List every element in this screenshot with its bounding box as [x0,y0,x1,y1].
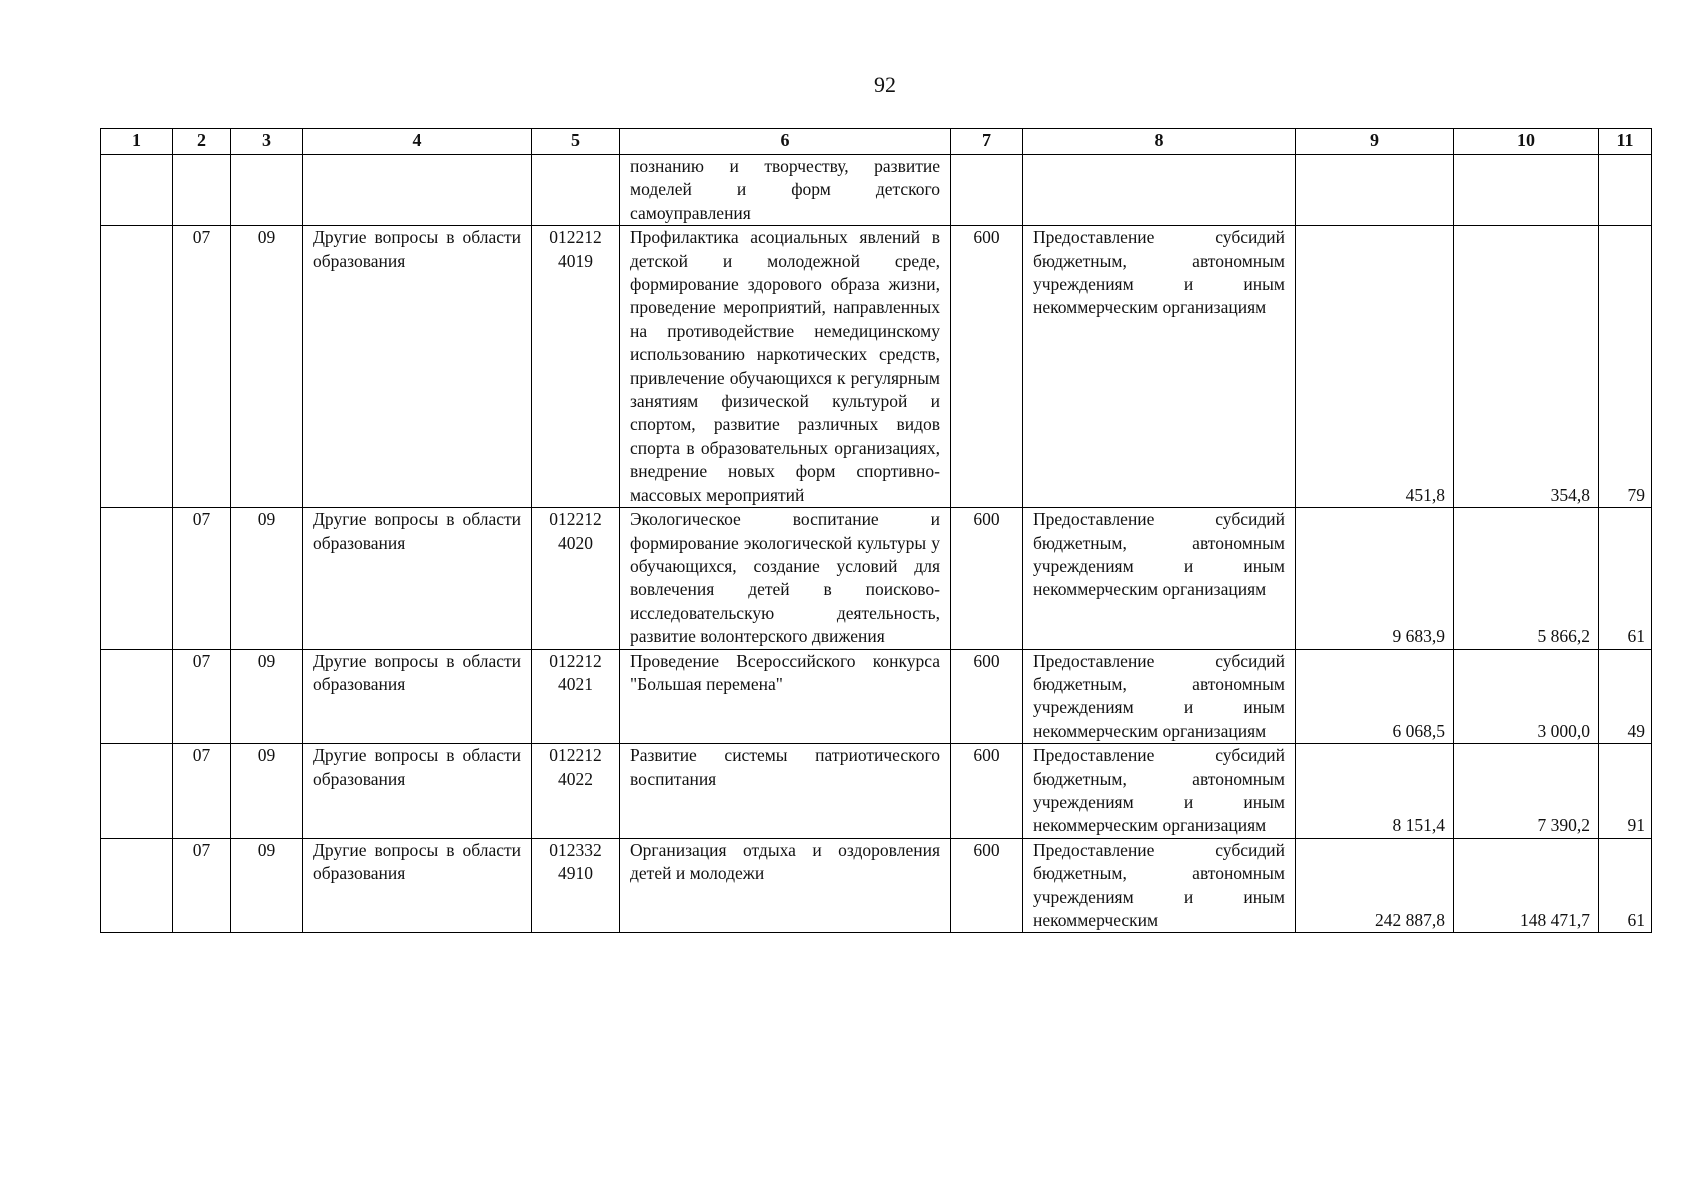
cell-section: 07 [173,508,231,649]
cell-c1 [101,838,173,933]
cell-amount-actual: 3 000,0 [1454,649,1599,744]
cell-expense-name: Предоставление субсидий бюджетным, автономным учреждениям и иным некоммерческим организациям [1023,744,1296,839]
cell-c1 [101,649,173,744]
cell-expense-name: Предоставление субсидий бюджетным, автономным учреждениям и иным некоммерческим [1023,838,1296,933]
cell-c1 [101,744,173,839]
cell-section: 07 [173,838,231,933]
table-row [101,838,1652,933]
cell-description: Организация отдыха и оздоровления детей и молодежи [620,838,951,933]
target-code-line1: 012212 [549,650,602,671]
table-row-continuation [101,155,1652,226]
header-col-11: 11 [1599,129,1652,155]
cell-amount-plan: 9 683,9 [1296,508,1454,649]
cell-amount-actual: 148 471,7 [1454,838,1599,933]
cell-description: Экологическое воспитание и формирование экологической культуры у обучающихся, создание условий для вовлечения детей в поисково-исследовательскую деятельность, развитие волонтерского движения [620,508,951,649]
cell-c1 [101,226,173,508]
header-col-8: 8 [1023,129,1296,155]
header-col-1: 1 [101,129,173,155]
cell-target-code [532,508,620,649]
cell-section: 07 [173,649,231,744]
cell-section-name: Другие вопросы в области образования [303,649,532,744]
cell-amount-plan: 242 887,8 [1296,838,1454,933]
cell-percent: 61 [1599,838,1652,933]
cell-c1 [101,155,173,226]
cell-percent: 61 [1599,508,1652,649]
table-row [101,226,1652,508]
target-code-line1: 012212 [549,227,602,248]
cell-description: Развитие системы патриотического воспитания [620,744,951,839]
header-col-7: 7 [951,129,1023,155]
cell-percent: 91 [1599,744,1652,839]
cell-c2 [173,155,231,226]
cell-description: познанию и творчеству, развитие моделей и форм детского самоуправления [620,155,951,226]
cell-subsection: 09 [231,226,303,508]
header-col-6: 6 [620,129,951,155]
cell-target-code [532,649,620,744]
target-code-line2: 4022 [558,768,593,789]
cell-amount-plan: 451,8 [1296,226,1454,508]
cell-expense-type: 600 [951,744,1023,839]
target-code-line2: 4021 [558,673,593,694]
cell-expense-name: Предоставление субсидий бюджетным, автономным учреждениям и иным некоммерческим организациям [1023,508,1296,649]
target-code-line1: 012332 [549,839,602,860]
header-col-9: 9 [1296,129,1454,155]
header-col-2: 2 [173,129,231,155]
table-row [101,508,1652,649]
cell-expense-name: Предоставление субсидий бюджетным, автономным учреждениям и иным некоммерческим организациям [1023,649,1296,744]
table-row [101,649,1652,744]
target-code-line2: 4020 [558,532,593,553]
cell-target-code [532,744,620,839]
header-col-5: 5 [532,129,620,155]
cell-section-name: Другие вопросы в области образования [303,508,532,649]
cell-c8 [1023,155,1296,226]
cell-description: Проведение Всероссийского конкурса "Большая перемена" [620,649,951,744]
cell-expense-name: Предоставление субсидий бюджетным, автономным учреждениям и иным некоммерческим организациям [1023,226,1296,508]
cell-c10 [1454,155,1599,226]
cell-c4 [303,155,532,226]
cell-percent: 49 [1599,649,1652,744]
cell-expense-type: 600 [951,838,1023,933]
header-row [101,129,1652,155]
cell-target-code [532,838,620,933]
cell-subsection: 09 [231,838,303,933]
cell-amount-actual: 354,8 [1454,226,1599,508]
budget-table [100,128,1652,933]
cell-expense-type: 600 [951,649,1023,744]
header-col-10: 10 [1454,129,1599,155]
cell-c5 [532,155,620,226]
cell-c9 [1296,155,1454,226]
target-code-line1: 012212 [549,745,602,766]
cell-subsection: 09 [231,508,303,649]
cell-amount-plan: 8 151,4 [1296,744,1454,839]
cell-expense-type: 600 [951,508,1023,649]
cell-subsection: 09 [231,649,303,744]
cell-c3 [231,155,303,226]
cell-target-code [532,226,620,508]
cell-section: 07 [173,226,231,508]
cell-expense-type: 600 [951,226,1023,508]
table-row [101,744,1652,839]
cell-section-name: Другие вопросы в области образования [303,744,532,839]
cell-section-name: Другие вопросы в области образования [303,226,532,508]
cell-c1 [101,508,173,649]
cell-c11 [1599,155,1652,226]
cell-section-name: Другие вопросы в области образования [303,838,532,933]
cell-percent: 79 [1599,226,1652,508]
cell-c7 [951,155,1023,226]
header-col-3: 3 [231,129,303,155]
header-col-4: 4 [303,129,532,155]
target-code-line1: 012212 [549,509,602,530]
target-code-line2: 4910 [558,863,593,884]
cell-amount-actual: 7 390,2 [1454,744,1599,839]
cell-description: Профилактика асоциальных явлений в детской и молодежной среде, формирование здорового образа жизни, проведение мероприятий, направленных на противодействие немедицинскому использованию наркотических средств, привлечение обучающихся к регулярным занятиям физической культурой и спортом, развитие различных видов спорта в образовательных организациях, внедрение новых форм спортивно-массовых мероприятий [620,226,951,508]
cell-amount-plan: 6 068,5 [1296,649,1454,744]
cell-section: 07 [173,744,231,839]
cell-subsection: 09 [231,744,303,839]
page-number: 92 [874,72,896,97]
target-code-line2: 4019 [558,250,593,271]
cell-amount-actual: 5 866,2 [1454,508,1599,649]
